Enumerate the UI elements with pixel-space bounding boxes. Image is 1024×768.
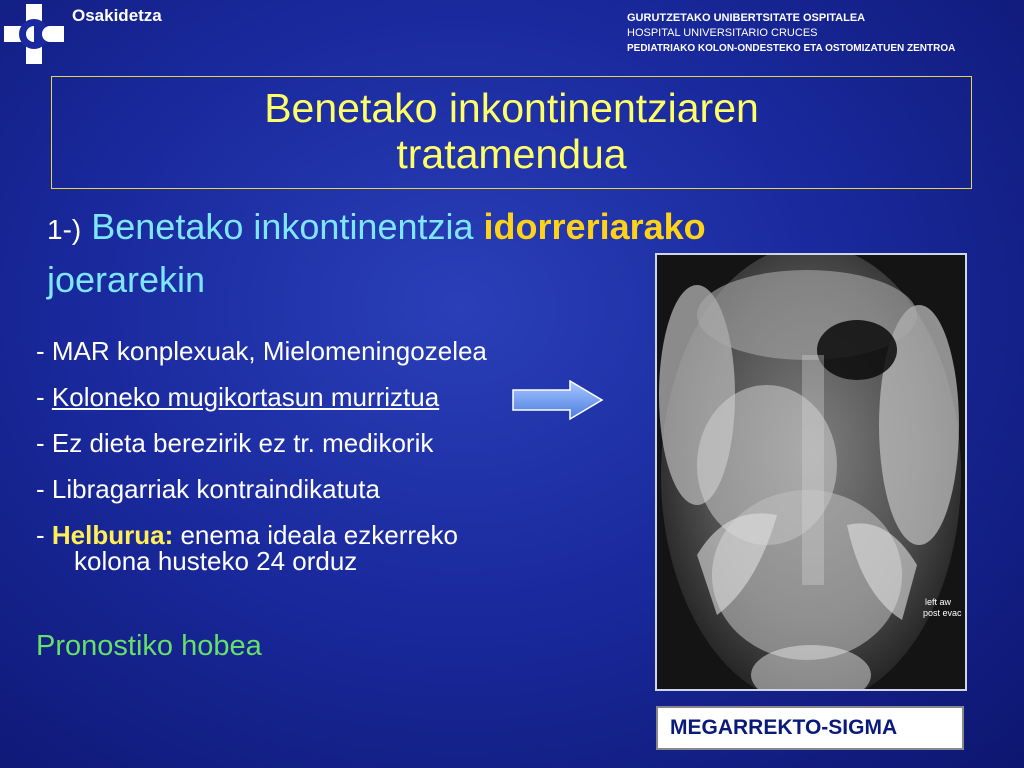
xray-caption: MEGARREKTO-SIGMA: [656, 706, 964, 750]
title-line-2: tratamendua: [396, 131, 627, 177]
slide-title: [51, 76, 972, 189]
brand-name: Osakidetza: [72, 6, 162, 25]
osakidetza-logo-icon: [4, 4, 64, 64]
bullet-item-3: - Ez dieta berezirik ez tr. medikorik: [36, 428, 434, 458]
institution-line-1: GURUTZETAKO UNIBERTSITATE OSPITALEA: [627, 12, 866, 24]
bullet-list: [36, 328, 656, 574]
xray-image: [655, 253, 967, 691]
bullet-item-5-continuation: kolona husteko 24 orduz: [74, 546, 358, 576]
subtitle-text: Benetako inkontinentzia: [91, 206, 474, 247]
bullet-item-2-text: Koloneko mugikortasun murriztua: [51, 382, 440, 412]
bullet-dash: -: [36, 520, 52, 550]
subtitle-highlight: idorreriarako: [483, 206, 706, 247]
xray-annotation-1: left aw: [925, 597, 952, 607]
goal-text: enema ideala ezkerreko: [180, 520, 458, 550]
title-line-1: Benetako inkontinentziaren: [264, 85, 759, 131]
subtitle-number: 1-): [47, 214, 82, 245]
institution-line-3: PEDIATRIAKO KOLON-ONDESTEKO ETA OSTOMIZATUEN ZENTROA: [627, 43, 956, 54]
bullet-item-1: - MAR konplexuak, Mielomeningozelea: [36, 336, 487, 366]
prognosis-text: Pronostiko hobea: [36, 630, 262, 662]
subtitle-line-2: joerarekin: [47, 259, 206, 300]
goal-label: Helburua:: [51, 520, 174, 550]
bullet-dash: -: [36, 382, 52, 412]
xray-annotation-2: post evac: [923, 608, 962, 618]
arrow-right-icon: [512, 380, 604, 420]
institution-line-2: HOSPITAL UNIVERSITARIO CRUCES: [627, 27, 818, 39]
institution-info: [627, 11, 955, 56]
bullet-item-4: - Libragarriak kontraindikatuta: [36, 474, 380, 504]
